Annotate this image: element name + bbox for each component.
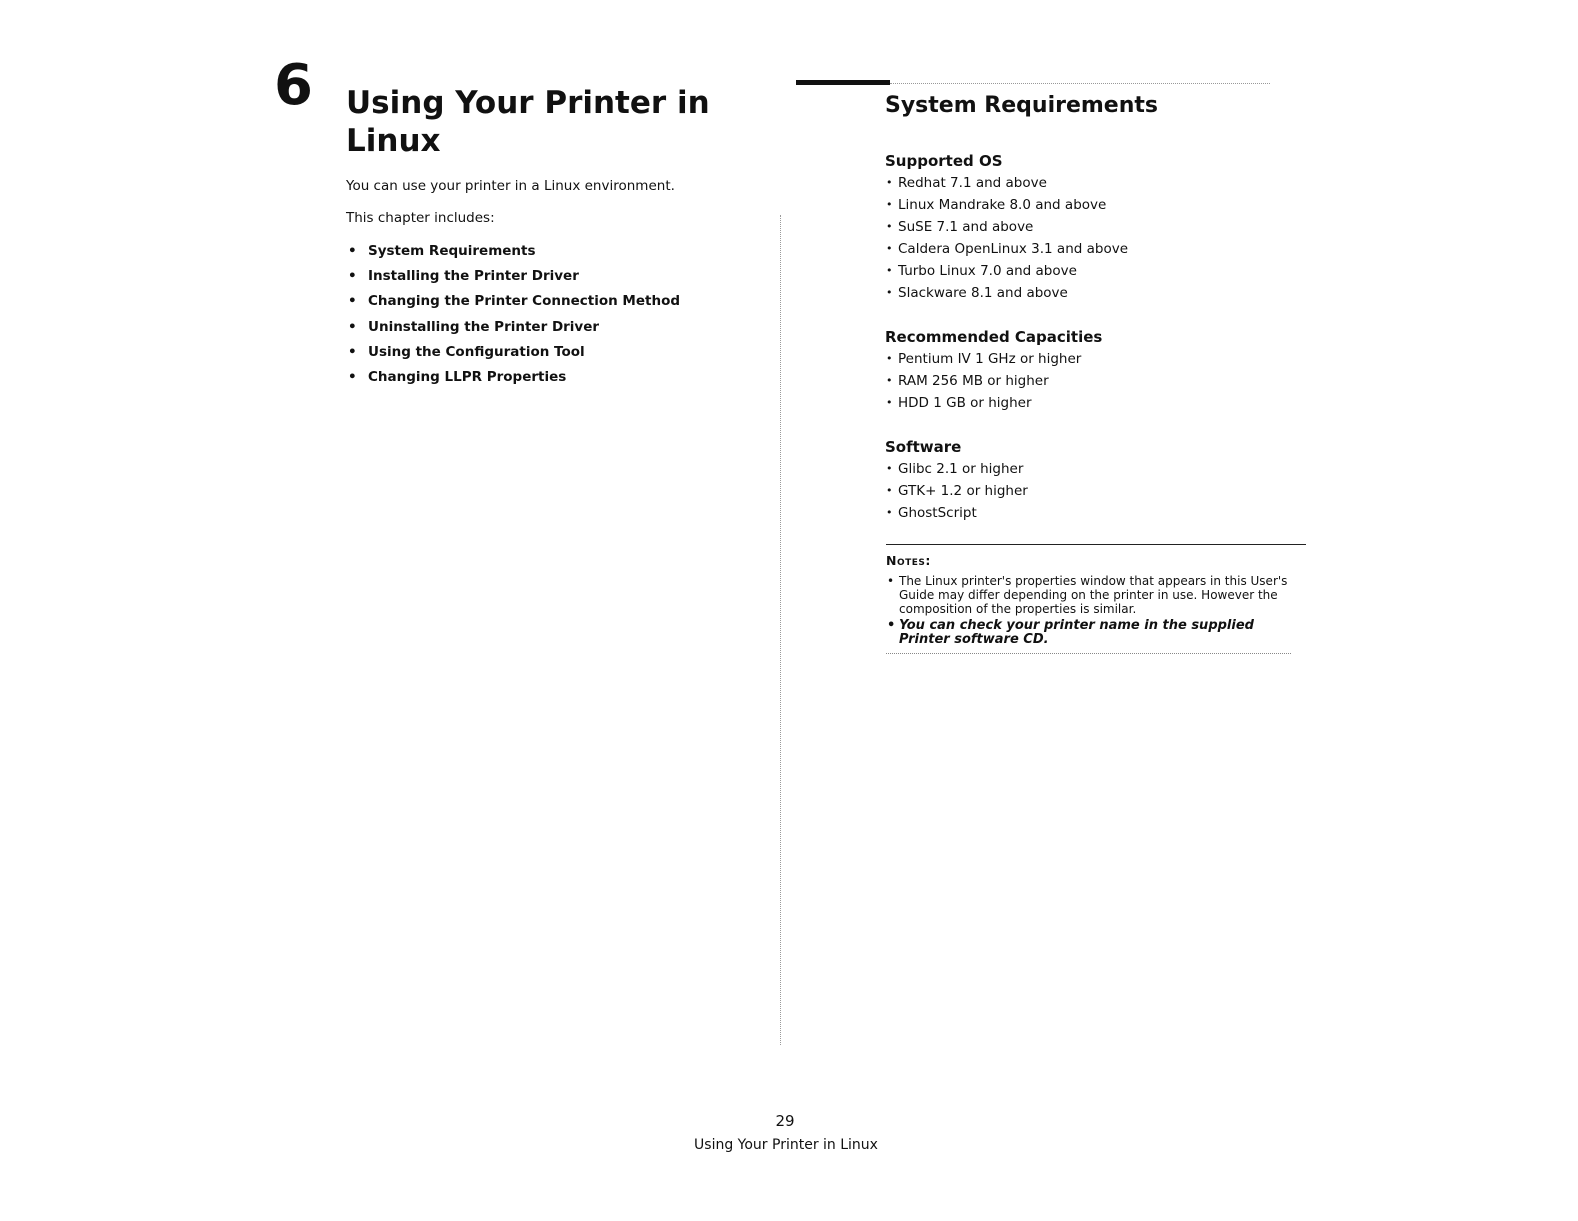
note-item: • The Linux printer's properties window that appears in this User's Guide may differ depending on the printer in use. However the composition of the properties is similar. (886, 574, 1306, 616)
list-item: • RAM 256 MB or higher (885, 372, 1315, 394)
notes-list (886, 574, 1306, 647)
software-heading: Software (885, 438, 962, 456)
heading-bar (796, 80, 890, 85)
list-item: • Slackware 8.1 and above (885, 284, 1315, 306)
list-item: • SuSE 7.1 and above (885, 218, 1315, 240)
footer-title: Using Your Printer in Linux (694, 1137, 878, 1153)
toc-item: • Uninstalling the Printer Driver (346, 318, 766, 343)
chapter-contents-list (346, 242, 766, 393)
list-item: • Linux Mandrake 8.0 and above (885, 196, 1315, 218)
notes-top-rule (886, 544, 1306, 545)
toc-item: • System Requirements (346, 242, 766, 267)
list-item: • Redhat 7.1 and above (885, 174, 1315, 196)
chapter-intro (346, 178, 766, 393)
list-item: • GTK+ 1.2 or higher (885, 482, 1315, 504)
list-item: • Caldera OpenLinux 3.1 and above (885, 240, 1315, 262)
list-item: • Pentium IV 1 GHz or higher (885, 350, 1315, 372)
toc-item: • Changing LLPR Properties (346, 368, 766, 393)
capacities-heading: Recommended Capacities (885, 328, 1103, 346)
capacities-list (885, 350, 1315, 416)
section-title: System Requirements (885, 93, 1159, 118)
list-item: • Turbo Linux 7.0 and above (885, 262, 1315, 284)
list-item: • Glibc 2.1 or higher (885, 460, 1315, 482)
list-item: • HDD 1 GB or higher (885, 394, 1315, 416)
system-requirements-section (885, 92, 1315, 548)
intro-text: You can use your printer in a Linux environment. (346, 178, 675, 194)
note-item: • You can check your printer name in the supplied Printer software CD. (886, 619, 1306, 647)
toc-item: • Installing the Printer Driver (346, 267, 766, 292)
notes-bottom-rule (886, 653, 1291, 654)
notes-title: Notes: (886, 553, 931, 568)
supported-os-heading: Supported OS (885, 152, 1003, 170)
list-item: • GhostScript (885, 504, 1315, 526)
software-list (885, 460, 1315, 526)
toc-item: • Changing the Printer Connection Method (346, 292, 766, 317)
supported-os-list (885, 174, 1315, 306)
column-divider (780, 215, 781, 1045)
notes-box (886, 553, 1306, 650)
includes-label: This chapter includes: (346, 210, 495, 226)
heading-rule (890, 83, 1270, 84)
chapter-title: Using Your Printer in Linux (346, 85, 710, 159)
toc-item: • Using the Configuration Tool (346, 343, 766, 368)
chapter-number: 6 (274, 53, 313, 118)
page-number: 29 (775, 1112, 795, 1130)
